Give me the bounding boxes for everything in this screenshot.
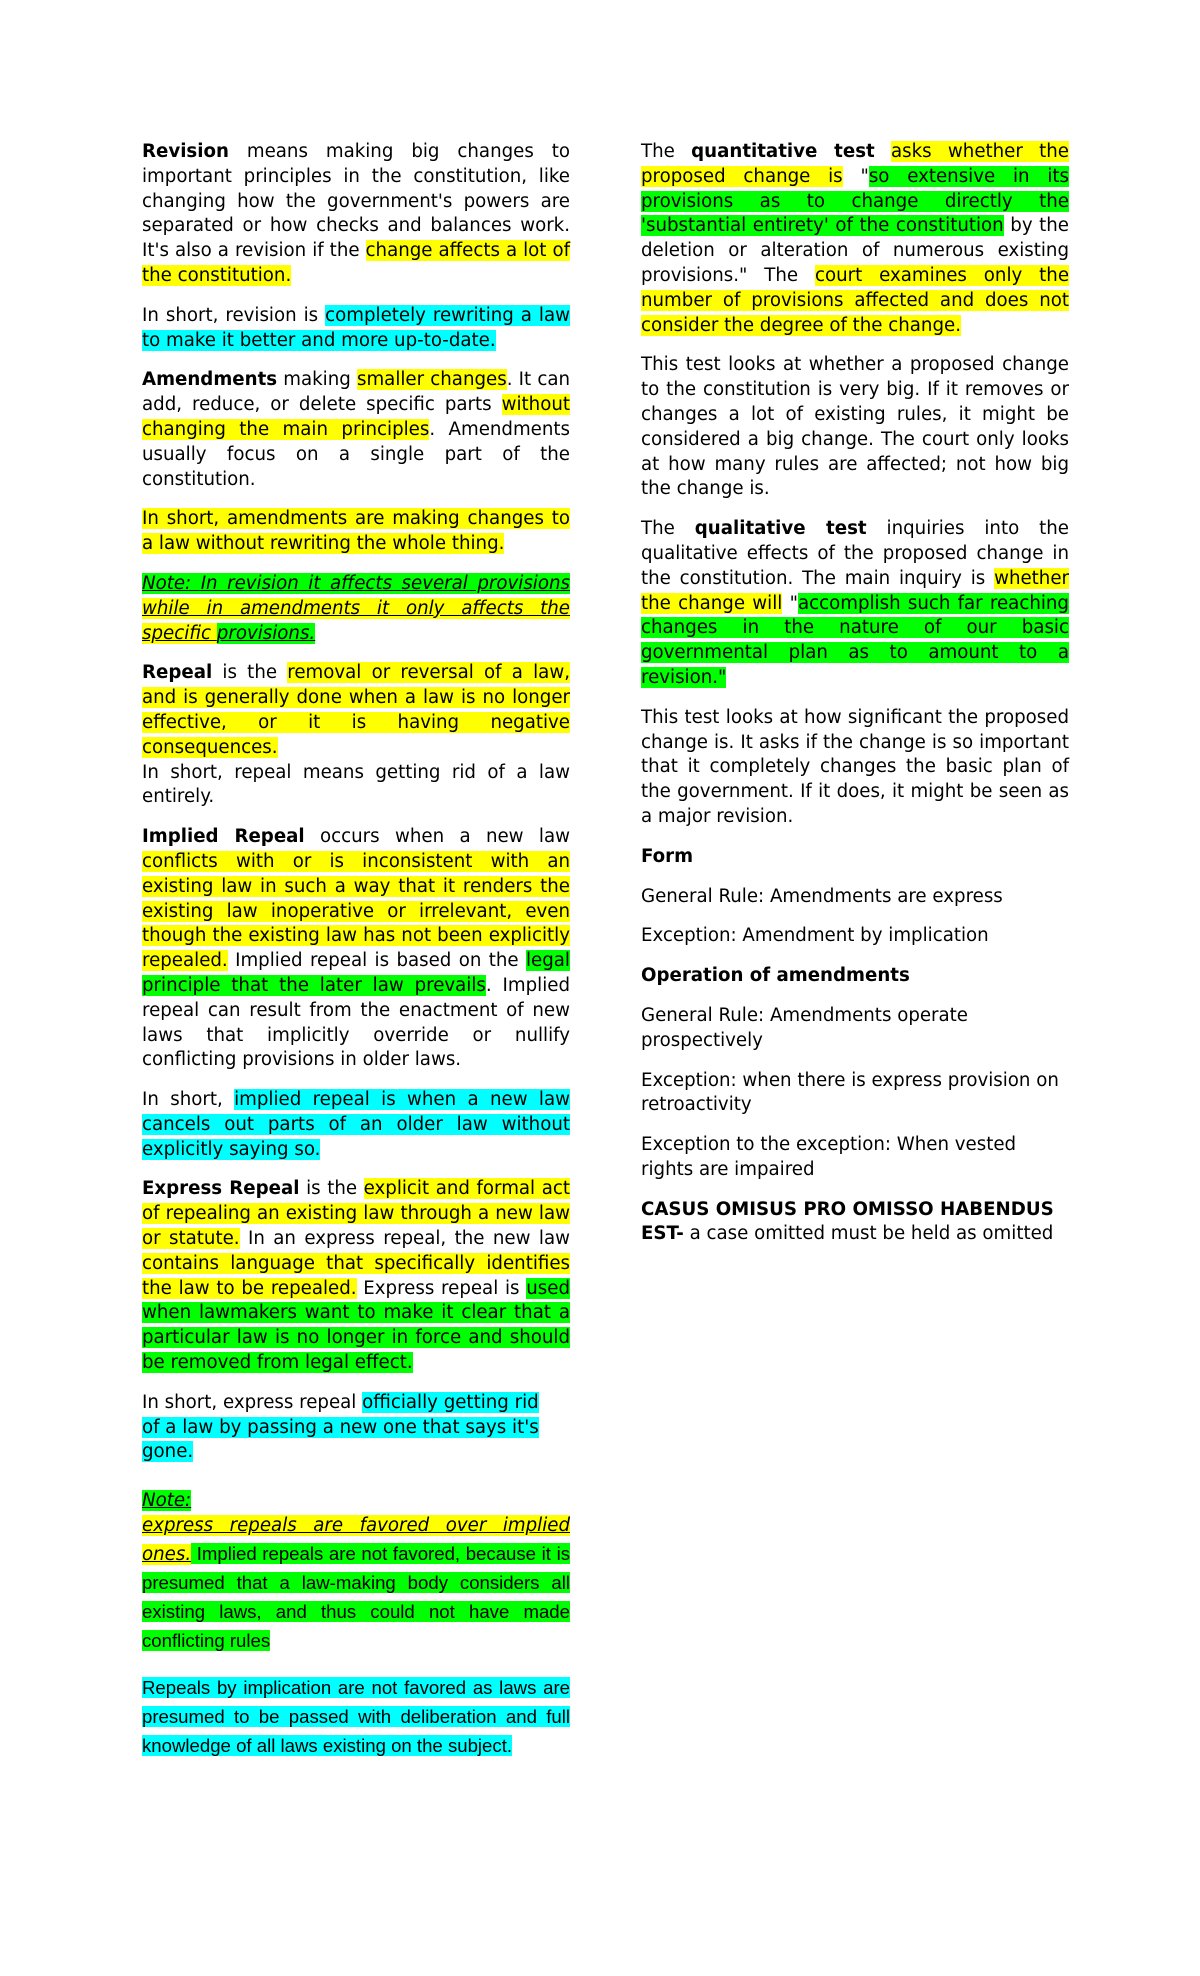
highlight: court examines only the number of provisions affected and does not consider the degree of the change. [641,264,1070,336]
express-repeal-summary: In short, express repeal officially getting rid of a law by passing a new one that says it's gone. [142,1391,539,1463]
highlight: used when lawmakers want to make it clear that a particular law is no longer in force and should be removed from legal effect. [142,1277,570,1374]
form-heading: Form [641,845,694,867]
repeal-term: Repeal [142,662,213,684]
highlight: legal principle that the later law prevails [142,950,570,996]
casus-omisus-paragraph: CASUS OMISUS PRO OMISSO HABENDUS EST- a case omitted must be held as omitted [641,1198,1054,1245]
amendments-summary [142,507,570,557]
express-repeal-paragraph: Express Repeal is the explicit and formal act of repealing an existing law through a new law or statute. In an express repeal, the new law contains language that specifically identifies the law to be repealed. Express repeal is used when lawmakers want to make it clear that a particular law is no longer in force and should be removed from legal effect. [142,1178,570,1374]
highlight: conflicts with or is inconsistent with an existing law in such a way that it renders the existing law inoperative or irrelevant, even though the existing law has not been explicitly repealed. [142,850,570,972]
highlight: contains language that specifically identifies the law to be repealed. [142,1252,570,1299]
express-repeal-term: Express Repeal [142,1178,300,1200]
highlight: change affects a lot of the constitution. [142,240,570,286]
casus-omisus-term: CASUS OMISUS PRO OMISSO HABENDUS EST- [641,1198,1054,1245]
left-column [142,140,570,1775]
highlight: explicit and formal act of repealing an existing law through a new law or statute. [142,1178,570,1250]
operation-exception-to-exception: Exception to the exception: When vested rights are impaired [641,1134,1017,1180]
qualitative-test-paragraph: The qualitative test inquiries into the qualitative effects of the proposed change in the constitution. The main inquiry is whether the change will "accomplish such far reaching changes in the nature of our basic governmental plan as to amount to a revision." [641,518,1069,688]
highlight: whether the change will [641,567,1069,614]
highlight: asks whether the proposed change is [641,141,1069,187]
revision-summary: In short, revision is completely rewriting a law to make it better and more up-to-date. [142,304,570,351]
highlight: accomplish such far reaching changes in the nature of our basic governmental plan as to amount to a revision." [641,592,1069,688]
repeal-paragraph: Repeal is the removal or reversal of a law, and is generally done when a law is no longer effective, or it is having negative consequences. [142,662,570,758]
operation-exception: Exception: when there is express provision on retroactivity [641,1069,1059,1116]
quantitative-test-paragraph: The quantitative test asks whether the proposed change is "so extensive in its provisions as to change directly the 'substantial entirety' of the constitution by the deletion or alteration of numerous existing provisions." The court examines only the number of provisions affected and does not consider the degree of the change. [641,141,1070,336]
repeal-note: Note: express repeals are favored over implied ones. Implied repeals are not favored, because it is presumed that a law-making body considers all existing laws, and thus could not have made conflicting rules [142,1490,570,1651]
form-general-rule: General Rule: Amendments are express [641,885,1003,907]
operation-general-rule: General Rule: Amendments operate prospectively [641,1004,969,1051]
amendments-term: Amendments [142,369,278,391]
highlight: so extensive in its provisions as to change directly the 'substantial entirety' of the constitution [641,165,1069,237]
revision-term: Revision [142,141,229,162]
qualitative-test-term: qualitative test [694,518,867,540]
quantitative-test-term: quantitative test [691,141,875,162]
quantitative-test-explanation: This test looks at whether a proposed change to the constitution is very big. If it removes or changes a lot of existing rules, it might be considered a big change. The court only looks at how many rules are affected; not how big the change is. [641,354,1069,500]
implied-repeal-paragraph: Implied Repeal occurs when a new law conflicts with or is inconsistent with an existing law in such a way that it renders the existing law inoperative or irrelevant, even though the existing law has not been explicitly repealed. Implied repeal is based on the legal principle that the later law prevails. Implied repeal can result from the enactment of new laws that implicitly override or nullify conflicting provisions in older laws. [142,826,570,1071]
repeal-summary: In short, repeal means getting rid of a law entirely. [142,761,570,808]
highlight: implied repeal is when a new law cancels out parts of an older law without explicitly saying so. [142,1089,570,1160]
right-column [641,140,1069,1262]
implication-note [142,1673,570,1760]
revision-amendment-note: Note: In revision it affects several provisions while in amendments it only affects the specific provisions. [142,572,570,644]
highlight: without changing the main principles [142,394,570,440]
implied-repeal-term: Implied Repeal [142,826,305,848]
amendments-paragraph: Amendments making smaller changes. It can add, reduce, or delete specific parts without changing the main principles. Amendments usually focus on a single part of the constitution. [142,369,571,490]
highlight: Repeals by implication are not favored as laws are presumed to be passed with deliberation and full knowledge of all laws existing on the subject. [142,1676,570,1756]
revision-paragraph: Revision means making big changes to important principles in the constitution, like changing how the government's powers are separated or how checks and balances work. It's also a revision if the change affects a lot of the constitution. [142,141,570,286]
form-exception: Exception: Amendment by implication [641,925,989,947]
highlight: In short, amendments are making changes to a law without rewriting the whole thing. [142,508,570,555]
operation-heading: Operation of amendments [641,965,910,987]
highlight: removal or reversal of a law, and is generally done when a law is no longer effective, or it is having negative consequences. [142,662,570,758]
highlight: smaller changes [356,369,507,391]
implied-repeal-summary: In short, implied repeal is when a new law cancels out parts of an older law without explicitly saying so. [142,1089,570,1160]
highlight: officially getting rid of a law by passing a new one that says it's gone. [142,1391,539,1463]
highlight: completely rewriting a law to make it better and more up-to-date. [142,304,570,351]
qualitative-test-explanation: This test looks at how significant the proposed change is. It asks if the change is so important that it completely changes the basic plan of the government. If it does, it might be seen as a major revision. [641,706,1069,827]
